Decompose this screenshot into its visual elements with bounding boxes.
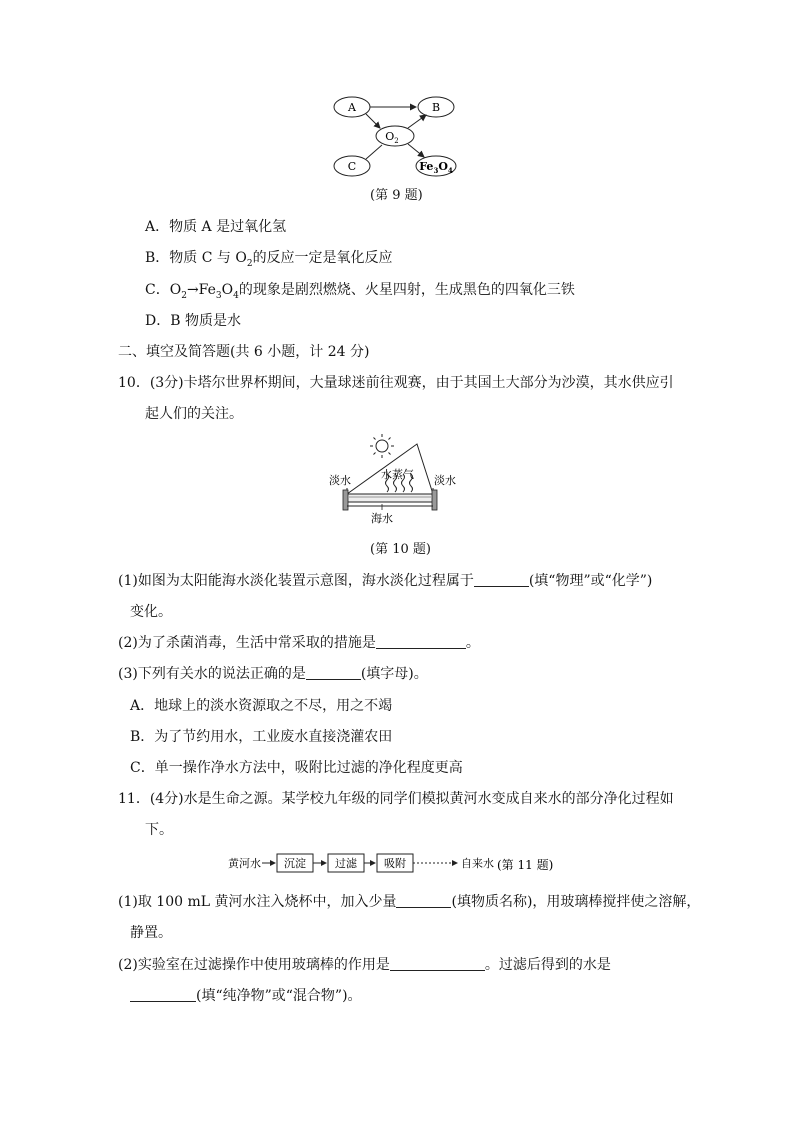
label-vapor: 水蒸气 <box>381 468 414 481</box>
line-c-to-o2 <box>366 145 382 159</box>
node-fe3o4 <box>416 156 456 176</box>
q11-stem-line1: 11．(4分)水是生命之源。某学校九年级的同学们模拟黄河水变成自来水的部分净化过程如 <box>118 791 674 807</box>
answer-blank[interactable] <box>396 892 451 908</box>
node-c <box>334 156 370 176</box>
svg-text:C: C <box>347 160 357 173</box>
q11-part2-line2: (填“纯净物”或“混合物”)。 <box>130 986 362 1006</box>
q10-option-c: C．单一操作净水方法中，吸附比过滤的净化程度更高 <box>130 760 463 776</box>
fig11-caption: (第 11 题) <box>497 858 554 872</box>
answer-blank[interactable] <box>390 955 485 971</box>
answer-blank[interactable] <box>376 633 466 649</box>
svg-text:B: B <box>431 101 441 114</box>
svg-text:A: A <box>348 101 356 114</box>
q10-stem-line2: 起人们的关注。 <box>145 406 243 422</box>
q10-part1: (1)如图为太阳能海水淡化装置示意图，海水淡化过程属于 (填“物理”或“化学”) <box>118 573 653 589</box>
answer-blank[interactable] <box>130 986 196 1002</box>
flow-step-3: 吸附 <box>384 857 406 870</box>
fig9-diagram <box>330 94 460 184</box>
q9-option-c: C．$O_2\to Fe_3O_4$的现象是剧烈燃烧、火星四射，生成黑色的四氧化三铁 <box>145 282 575 301</box>
svg-text:Fe3O4: $Fe_3O_4$ <box>419 160 453 175</box>
fig11-flowchart <box>225 851 565 875</box>
flow-step-2: 过滤 <box>335 857 357 870</box>
label-fresh-left: 淡水 <box>329 474 351 487</box>
arrow-o2-to-fe3o4 <box>408 144 424 157</box>
label-fresh-right: 淡水 <box>434 474 456 487</box>
q10-part1-line2: 变化。 <box>130 604 172 620</box>
flow-step-1: 沉淀 <box>284 857 306 870</box>
q10-option-b: B．为了节约用水，工业废水直接浇灌农田 <box>130 729 393 745</box>
q9-option-b: B．物质 C 与 $O_2$的反应一定是氧化反应 <box>145 250 393 269</box>
q9-option-a: A．物质 A 是过氧化氢 <box>145 219 287 235</box>
flow-start: 黄河水 <box>228 857 261 870</box>
node-b <box>418 97 454 117</box>
svg-text:O2: $O_2$ <box>385 130 399 145</box>
fig9-caption: (第 9 题) <box>370 188 423 203</box>
label-seawater: 海水 <box>371 512 393 525</box>
sun-icon <box>370 434 394 458</box>
fig10-caption: (第 10 题) <box>370 542 431 557</box>
q11-stem-line2: 下。 <box>145 822 173 838</box>
q10-stem-line1: 10．(3分)卡塔尔世界杯期间，大量球迷前往观赛，由于其国土大部分为沙漠，其水供应引 <box>118 375 674 391</box>
q9-option-d: D．B 物质是水 <box>145 313 241 329</box>
q10-option-a: A．地球上的淡水资源取之不尽，用之不竭 <box>130 698 393 714</box>
answer-blank[interactable] <box>306 664 361 680</box>
node-o2 <box>376 126 414 146</box>
answer-blank[interactable] <box>474 571 529 587</box>
q11-part2: (2)实验室在过滤操作中使用玻璃棒的作用是 。过滤后得到的水是 <box>118 957 611 973</box>
q11-part1: (1)取 100 mL 黄河水注入烧杯中，加入少量 (填物质名称)，用玻璃棒搅拌使之溶解， <box>118 894 701 910</box>
q11-part1-line2: 静置。 <box>130 925 172 941</box>
q10-part2: (2)为了杀菌消毒，生活中常采取的措施是 。 <box>118 635 480 651</box>
section2-title: 二、填空及简答题(共 6 小题，计 24 分) <box>118 344 370 360</box>
arrow-a-to-o2 <box>366 114 380 128</box>
basin <box>347 494 433 502</box>
flow-end: 自来水 <box>461 857 494 870</box>
fig10-diagram <box>325 432 470 532</box>
node-a <box>334 97 370 117</box>
q10-part3: (3)下列有关水的说法正确的是 (填字母)。 <box>118 666 428 682</box>
arrow-o2-to-b <box>408 115 426 128</box>
